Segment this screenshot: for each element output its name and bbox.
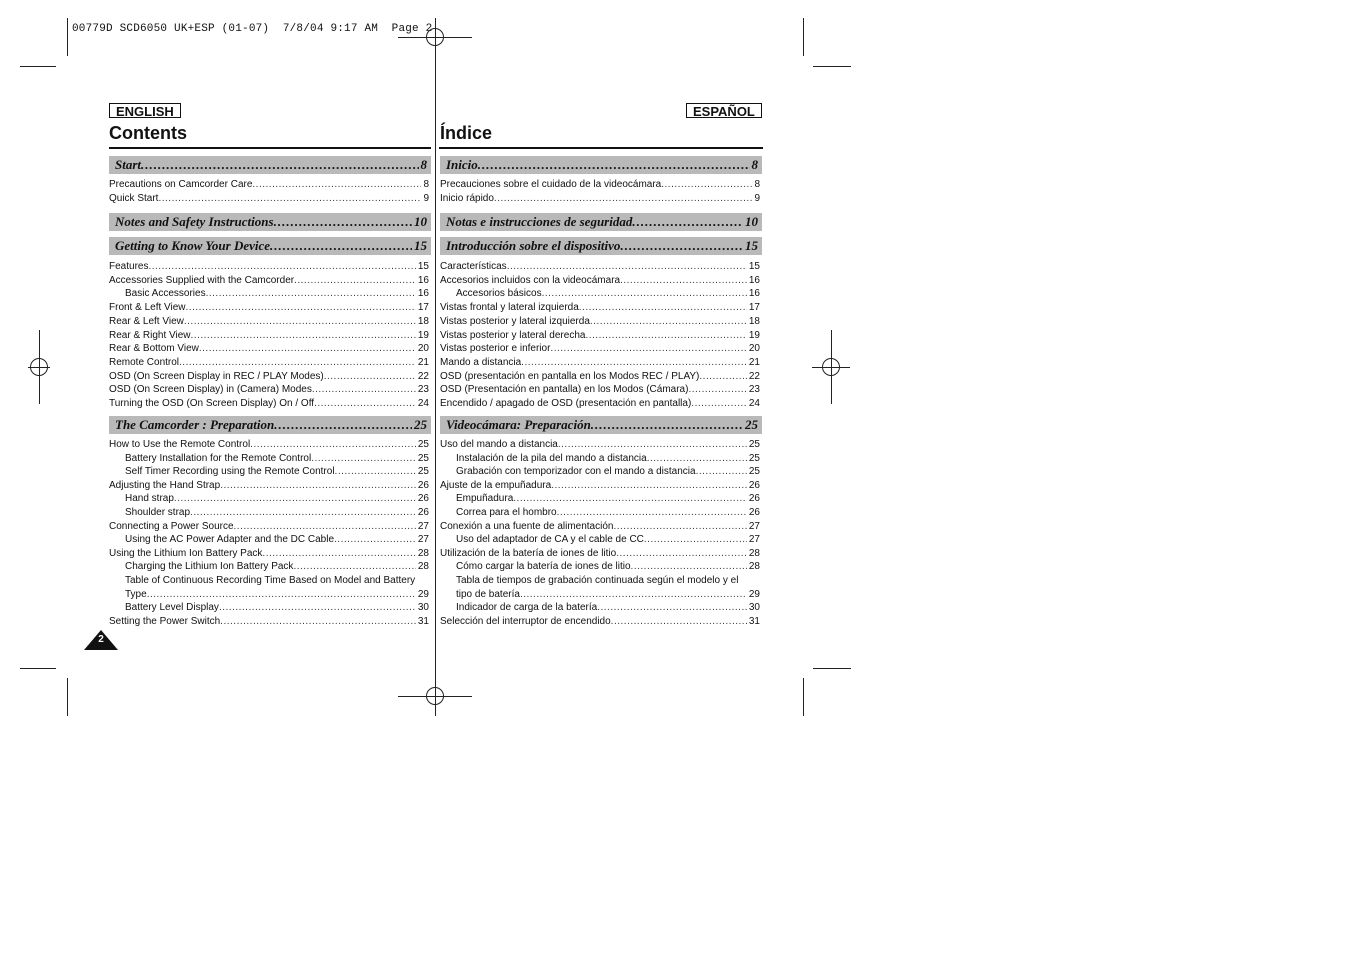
section-title: Getting to Know Your Device	[115, 238, 271, 253]
dot-leader	[312, 383, 416, 397]
dot-leader	[699, 370, 746, 384]
entry-page: 21	[748, 356, 760, 368]
entry-page: 16	[417, 274, 429, 286]
entry-text: Connecting a Power Source	[109, 520, 234, 532]
dot-leader	[620, 274, 747, 288]
toc-entry[interactable]	[109, 601, 429, 615]
entry-page: 28	[748, 547, 760, 559]
entry-text: Conexión a una fuente de alimentación	[440, 520, 614, 532]
dot-leader	[186, 301, 416, 315]
dot-leader	[252, 178, 421, 192]
entry-page: 9	[754, 192, 760, 204]
contents-title: Contents	[109, 123, 187, 143]
entry-page: 28	[748, 561, 760, 573]
dot-leader	[590, 315, 747, 329]
toc-entry[interactable]	[109, 452, 429, 466]
entry-page: 22	[748, 370, 760, 382]
dot-leader	[274, 416, 412, 434]
toc-entry[interactable]	[440, 520, 760, 534]
toc-entry[interactable]	[440, 342, 760, 356]
toc-entry[interactable]	[440, 533, 760, 547]
entry-page: 23	[417, 384, 429, 396]
toc-entry[interactable]	[440, 397, 760, 411]
toc-entry[interactable]	[109, 356, 429, 370]
entry-page: 16	[417, 288, 429, 300]
section-page: 25	[745, 417, 758, 432]
entry-text: Using the Lithium Ion Battery Pack	[109, 547, 263, 559]
entry-page: 18	[417, 315, 429, 327]
dot-leader	[661, 178, 752, 192]
dot-leader	[270, 237, 412, 255]
entry-text: Front & Left View	[109, 302, 186, 314]
section-title: Introducción sobre el dispositivo	[446, 238, 621, 253]
dot-leader	[158, 192, 421, 206]
entry-text: OSD (presentación en pantalla en los Modos REC / PLAY)	[440, 370, 700, 382]
section-header[interactable]	[109, 416, 431, 434]
registration-mark-icon	[822, 358, 840, 376]
entry-page: 29	[417, 588, 429, 600]
entry-text: Basic Accessories	[125, 288, 206, 300]
dot-leader	[324, 370, 416, 384]
entry-text: Table of Continuous Recording Time Based on Model and Battery	[125, 575, 416, 586]
entry-text: How to Use the Remote Control	[109, 439, 251, 450]
section-header[interactable]	[109, 237, 431, 255]
section-header[interactable]	[440, 156, 762, 174]
section-page: 10	[414, 214, 427, 229]
entry-page: 17	[748, 302, 760, 314]
section-header[interactable]	[109, 156, 431, 174]
dot-leader	[234, 520, 416, 534]
spanish-language-label: ESPAÑOL	[686, 103, 762, 118]
dot-leader	[294, 274, 416, 288]
entry-page: 19	[417, 329, 429, 341]
entry-page: 20	[417, 343, 429, 355]
entry-page: 22	[417, 370, 429, 382]
section-header[interactable]	[440, 416, 762, 434]
dot-leader	[199, 342, 416, 356]
dot-leader	[691, 397, 747, 411]
dot-leader	[250, 438, 416, 452]
dot-leader	[579, 301, 747, 315]
entry-text: Empuñadura	[456, 493, 514, 505]
section-header[interactable]	[109, 213, 431, 231]
dot-leader	[274, 213, 412, 231]
dot-leader	[191, 329, 416, 343]
toc-entry[interactable]	[440, 260, 760, 274]
entry-text: Quick Start	[109, 192, 159, 204]
entry-text: OSD (On Screen Display) in (Camera) Modes	[109, 384, 312, 396]
entry-text: Self Timer Recording using the Remote Control	[125, 466, 335, 478]
dot-leader	[557, 506, 747, 520]
entry-page: 15	[417, 261, 429, 272]
entry-text: Accessories Supplied with the Camcorder	[109, 274, 295, 286]
entry-page: 16	[748, 274, 760, 286]
toc-entry[interactable]	[109, 465, 429, 479]
toc-entry[interactable]	[109, 588, 429, 602]
dot-leader	[174, 492, 416, 506]
toc-entry[interactable]	[109, 533, 429, 547]
page-number: 2	[98, 634, 104, 645]
toc-entry[interactable]	[440, 438, 760, 452]
dot-leader	[335, 465, 416, 479]
entry-page: 27	[748, 520, 760, 532]
toc-entry[interactable]	[109, 192, 429, 206]
dot-leader	[494, 192, 753, 206]
toc-entry[interactable]	[109, 383, 429, 397]
toc-entry[interactable]	[109, 397, 429, 411]
toc-entry[interactable]	[440, 287, 760, 301]
entry-text: Mando a distancia	[440, 356, 522, 368]
entry-page: 21	[417, 356, 429, 368]
dot-leader	[293, 560, 415, 574]
section-title: Start	[115, 157, 142, 172]
entry-page: 15	[748, 261, 760, 272]
toc-entry[interactable]	[440, 301, 760, 315]
entry-page: 27	[748, 534, 760, 546]
dot-leader	[314, 397, 416, 411]
dot-leader	[311, 452, 416, 466]
entry-page: 27	[417, 534, 429, 546]
section-title: Notes and Safety Instructions	[115, 214, 274, 229]
dot-leader	[184, 315, 416, 329]
dot-leader	[688, 383, 746, 397]
entry-text: Charging the Lithium Ion Battery Pack	[125, 561, 294, 573]
entry-page: 26	[748, 507, 760, 518]
dot-leader	[334, 533, 416, 547]
toc-entry[interactable]	[440, 560, 760, 574]
dot-leader	[613, 520, 746, 534]
entry-page: 25	[748, 466, 760, 478]
entry-text: Shoulder strap	[125, 507, 191, 518]
dot-leader	[148, 260, 415, 274]
entry-text: OSD (Presentación en pantalla) en los Modos (Cámara)	[440, 384, 689, 396]
entry-text: Instalación de la pila del mando a distancia	[456, 452, 647, 464]
entry-text: Using the AC Power Adapter and the DC Cable	[125, 534, 335, 546]
toc-entry[interactable]	[440, 370, 760, 384]
dot-leader	[632, 213, 743, 231]
section-page: 8	[751, 157, 758, 172]
dot-leader	[478, 156, 750, 174]
dot-leader	[591, 416, 743, 434]
dot-leader	[513, 492, 747, 506]
dot-leader	[644, 533, 747, 547]
toc-entry[interactable]	[440, 601, 760, 615]
toc-entry[interactable]	[440, 329, 760, 343]
section-title: Videocámara: Preparación	[446, 417, 591, 432]
registration-mark-icon	[30, 358, 48, 376]
entry-text: Cómo cargar la batería de iones de litio	[456, 561, 631, 573]
entry-page: 26	[417, 507, 429, 518]
entry-page: 20	[748, 343, 760, 355]
entry-page: 8	[423, 179, 429, 190]
toc-entry[interactable]	[109, 492, 429, 506]
toc-entry[interactable]	[109, 520, 429, 534]
entry-text: Battery Installation for the Remote Control	[125, 452, 312, 464]
entry-text: Vistas posterior e inferior	[440, 343, 551, 355]
dot-leader	[551, 479, 747, 493]
dot-leader	[220, 615, 416, 629]
entry-text: Vistas posterior y lateral derecha	[440, 329, 586, 341]
entry-page: 30	[748, 602, 760, 614]
toc-entry[interactable]	[440, 192, 760, 206]
entry-page: 29	[748, 588, 760, 600]
dot-leader	[696, 465, 747, 479]
dot-leader	[147, 588, 416, 602]
section-header[interactable]	[440, 237, 762, 255]
toc-entry[interactable]	[440, 315, 760, 329]
entry-text: Accesorios básicos	[456, 288, 542, 300]
section-page: 15	[414, 238, 427, 253]
dot-leader	[521, 356, 747, 370]
registration-mark-icon	[426, 687, 444, 705]
dot-leader	[542, 287, 747, 301]
entry-text: Inicio rápido	[440, 192, 494, 204]
toc-entry[interactable]	[440, 383, 760, 397]
section-title: Notas e instrucciones de seguridad	[446, 214, 633, 229]
entry-page: 16	[748, 288, 760, 300]
dot-leader	[220, 479, 416, 493]
toc-entry[interactable]	[109, 479, 429, 493]
entry-text: Uso del mando a distancia	[440, 439, 558, 450]
section-header[interactable]	[440, 213, 762, 231]
entry-page: 25	[417, 452, 429, 464]
print-slug: 00779D SCD6050 UK+ESP (01-07) 7/8/04 9:17 AM Page 2	[72, 23, 433, 35]
toc-entry[interactable]	[109, 574, 429, 588]
dot-leader	[558, 438, 747, 452]
entry-page: 26	[417, 479, 429, 491]
dot-leader	[507, 260, 747, 274]
entry-text: Encendido / apagado de OSD (presentación en pantalla)	[440, 398, 692, 409]
entry-text: Vistas frontal y lateral izquierda	[440, 302, 579, 314]
toc-entry[interactable]	[109, 301, 429, 315]
entry-page: 25	[748, 439, 760, 450]
entry-text: Selección del interruptor de encendido	[440, 615, 611, 627]
entry-text: Grabación con temporizador con el mando a distancia	[456, 466, 696, 478]
entry-text: Tabla de tiempos de grabación continuada según el modelo y el	[456, 575, 739, 586]
entry-page: 26	[748, 479, 760, 491]
dot-leader	[620, 237, 743, 255]
entry-text: Hand strap	[125, 493, 174, 505]
header-rule	[439, 147, 763, 149]
entry-page: 8	[754, 179, 760, 190]
entry-text: Rear & Left View	[109, 315, 184, 327]
entry-text: Accesorios incluidos con la videocámara	[440, 274, 621, 286]
entry-text: Rear & Bottom View	[109, 343, 199, 355]
dot-leader	[647, 452, 747, 466]
entry-page: 27	[417, 520, 429, 532]
entry-page: 24	[417, 398, 429, 409]
entry-text: Correa para el hombro	[456, 507, 557, 518]
toc-entry[interactable]	[440, 479, 760, 493]
section-title: The Camcorder : Preparation	[115, 417, 275, 432]
entry-text: Setting the Power Switch	[109, 615, 221, 627]
entry-page: 25	[417, 439, 429, 450]
entry-text: OSD (On Screen Display in REC / PLAY Modes)	[109, 370, 324, 382]
toc-entry[interactable]	[109, 370, 429, 384]
section-page: 10	[745, 214, 758, 229]
entry-page: 30	[417, 602, 429, 614]
toc-entry[interactable]	[440, 178, 760, 192]
entry-page: 26	[748, 493, 760, 505]
entry-page: 18	[748, 315, 760, 327]
registration-mark-icon	[426, 28, 444, 46]
entry-text: Indicador de carga de la batería	[456, 602, 598, 614]
toc-entry[interactable]	[109, 287, 429, 301]
toc-entry[interactable]	[109, 260, 429, 274]
entry-text: Precautions on Camcorder Care	[109, 179, 253, 190]
entry-page: 31	[417, 615, 429, 627]
toc-entry[interactable]	[109, 506, 429, 520]
dot-leader	[262, 547, 415, 561]
toc-entry[interactable]	[440, 615, 760, 629]
entry-text: Características	[440, 261, 507, 272]
toc-entry[interactable]	[109, 438, 429, 452]
toc-entry[interactable]	[109, 329, 429, 343]
dot-leader	[597, 601, 747, 615]
entry-page: 31	[748, 615, 760, 627]
toc-entry[interactable]	[109, 342, 429, 356]
dot-leader	[616, 547, 747, 561]
dot-leader	[141, 156, 418, 174]
entry-text: Battery Level Display	[125, 602, 219, 614]
entry-text: Features	[109, 261, 149, 272]
entry-text: Type	[125, 588, 147, 600]
entry-text: Utilización de la batería de iones de litio	[440, 547, 617, 559]
english-language-label: ENGLISH	[109, 103, 181, 118]
toc-entry[interactable]	[109, 178, 429, 192]
toc-entry[interactable]	[440, 356, 760, 370]
entry-page: 25	[748, 452, 760, 464]
toc-entry[interactable]	[109, 315, 429, 329]
dot-leader	[520, 588, 747, 602]
section-page: 15	[745, 238, 758, 253]
header-rule	[109, 147, 431, 149]
toc-entry[interactable]	[109, 560, 429, 574]
toc-entry[interactable]	[109, 274, 429, 288]
entry-text: Precauciones sobre el cuidado de la videocámara	[440, 179, 662, 190]
toc-entry[interactable]	[440, 547, 760, 561]
entry-page: 25	[417, 466, 429, 478]
section-page: 25	[414, 417, 427, 432]
entry-text: Uso del adaptador de CA y el cable de CC	[456, 534, 644, 546]
toc-entry[interactable]	[440, 465, 760, 479]
entry-page: 24	[748, 398, 760, 409]
entry-page: 9	[423, 192, 429, 204]
toc-entry[interactable]	[440, 588, 760, 602]
dot-leader	[550, 342, 746, 356]
indice-title: Índice	[440, 123, 493, 143]
entry-page: 19	[748, 329, 760, 341]
dot-leader	[219, 601, 416, 615]
entry-text: Turning the OSD (On Screen Display) On / Off	[109, 398, 315, 409]
dot-leader	[190, 506, 416, 520]
toc-entry[interactable]	[440, 492, 760, 506]
section-title: Inicio	[446, 157, 478, 172]
toc-entry[interactable]	[440, 506, 760, 520]
entry-page: 23	[748, 384, 760, 396]
toc-entry[interactable]	[440, 274, 760, 288]
dot-leader	[631, 560, 747, 574]
dot-leader	[179, 356, 416, 370]
toc-entry[interactable]	[109, 615, 429, 629]
entry-text: Ajuste de la empuñadura	[440, 479, 552, 491]
entry-text: Remote Control	[109, 356, 180, 368]
entry-text: tipo de batería	[456, 588, 520, 600]
toc-entry[interactable]	[109, 547, 429, 561]
entry-text: Rear & Right View	[109, 329, 191, 341]
section-page: 8	[420, 157, 427, 172]
entry-text: Adjusting the Hand Strap	[109, 479, 221, 491]
entry-page: 28	[417, 561, 429, 573]
toc-entry[interactable]	[440, 452, 760, 466]
dot-leader	[206, 287, 416, 301]
dot-leader	[585, 329, 746, 343]
entry-page: 28	[417, 547, 429, 559]
entry-page: 17	[417, 302, 429, 314]
dot-leader	[611, 615, 747, 629]
toc-entry[interactable]	[440, 574, 760, 588]
entry-page: 26	[417, 493, 429, 505]
entry-text: Vistas posterior y lateral izquierda	[440, 315, 590, 327]
